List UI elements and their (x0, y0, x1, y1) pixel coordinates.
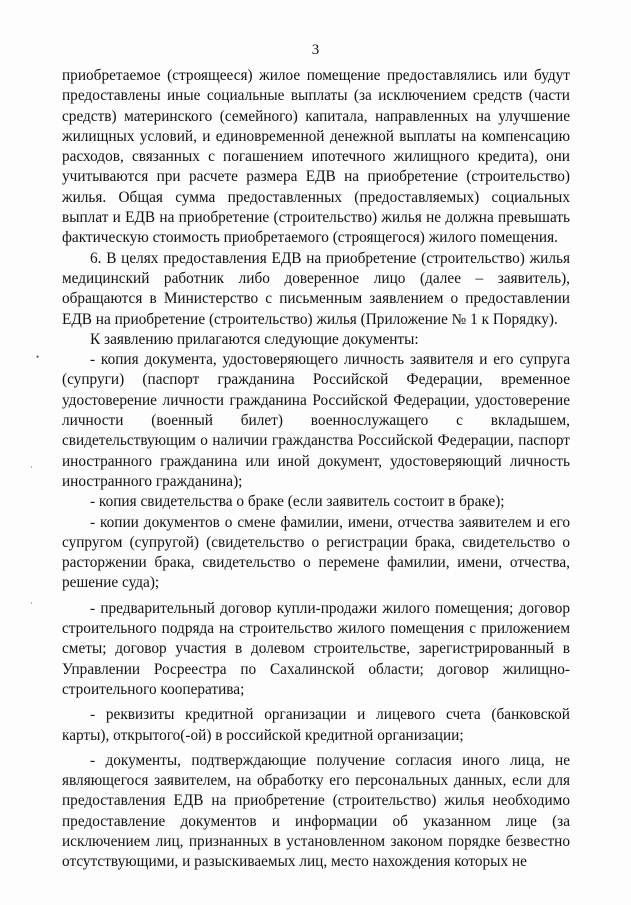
scan-speck: · (30, 598, 33, 608)
list-item-marriage-certificate: - копия свидетельства о браке (если заявитель состоит в браке); (90, 493, 505, 511)
document-body (62, 66, 570, 873)
list-item-bank-details: - реквизиты кредитной организации и лицевого счета (банковской карты), открытого(-ой) в российской кредитной организации; (62, 706, 570, 744)
paragraph-item-6: 6. В целях предоставления ЕДВ на приобретение (строительство) жилья медицинский работник либо доверенное лицо (далее – заявитель), обращаются в Министерство с письменным заявлением о предоставлении ЕДВ на приобретение (строительство) жилья (Приложение № 1 к Порядку). (62, 249, 570, 328)
paragraph-documents-intro: К заявлению прилагаются следующие документы: (90, 330, 419, 348)
scan-speck: • (36, 352, 40, 362)
scan-speck: · (30, 462, 33, 472)
list-item-identity-document: - копия документа, удостоверяющего личность заявителя и его супруга (супруги) (паспорт гражданина Российской Федерации, временное удостоверение личности гражданина Российской Федерации, удостоверение личности (военный билет) военнослужащего с вкладышем, свидетельствующим о наличии гражданства Российской Федерации, паспорт иностранного гражданина или иной документ, удостоверяющий личность иностранного гражданина); (62, 351, 570, 490)
list-item-name-change-documents: - копии документов о смене фамилии, имени, отчества заявителем и его супругом (супругой) (свидетельство о регистрации брака, свидетельство о расторжении брака, свидетельство о перемене фамилии, имени, отчества, решение суда); (62, 513, 570, 592)
list-item-purchase-contract: - предварительный договор купли-продажи жилого помещения; договор строительного подряда на строительство жилого помещения с приложением сметы; договор участия в долевом строительстве, зарегистрированный в Управлении Росреестра по Сахалинской области; договор жилищно-строительного кооператива; (62, 599, 570, 698)
paragraph-social-payments: приобретаемое (строящееся) жилое помещение предоставлялись или будут предоставлены иные социальные выплаты (за исключением средств (части средств) материнского (семейного) капитала, направленных на улучшение жилищных условий, и единовременной денежной выплаты на компенсацию расходов, связанных с погашением ипотечного жилищного кредита), они учитываются при расчете размера ЕДВ на приобретение (строительство) жилья. Общая сумма предоставленных (предоставляемых) социальных выплат и ЕДВ на приобретение (строительство) жилья не должна превышать фактическую стоимость приобретаемого (строящегося) жилого помещения. (62, 67, 570, 247)
list-item-consent-documents: - документы, подтверждающие получение согласия иного лица, не являющегося заявителем, на обработку его персональных данных, если для предоставления ЕДВ на приобретение (строительство) жилья необходимо предоставление документов и информации об указанном лице (за исключением лиц, признанных в установленном законом порядке безвестно отсутствующими, и разыскиваемых лиц, место нахождения которых не (62, 751, 570, 871)
page-number: 3 (311, 42, 320, 58)
